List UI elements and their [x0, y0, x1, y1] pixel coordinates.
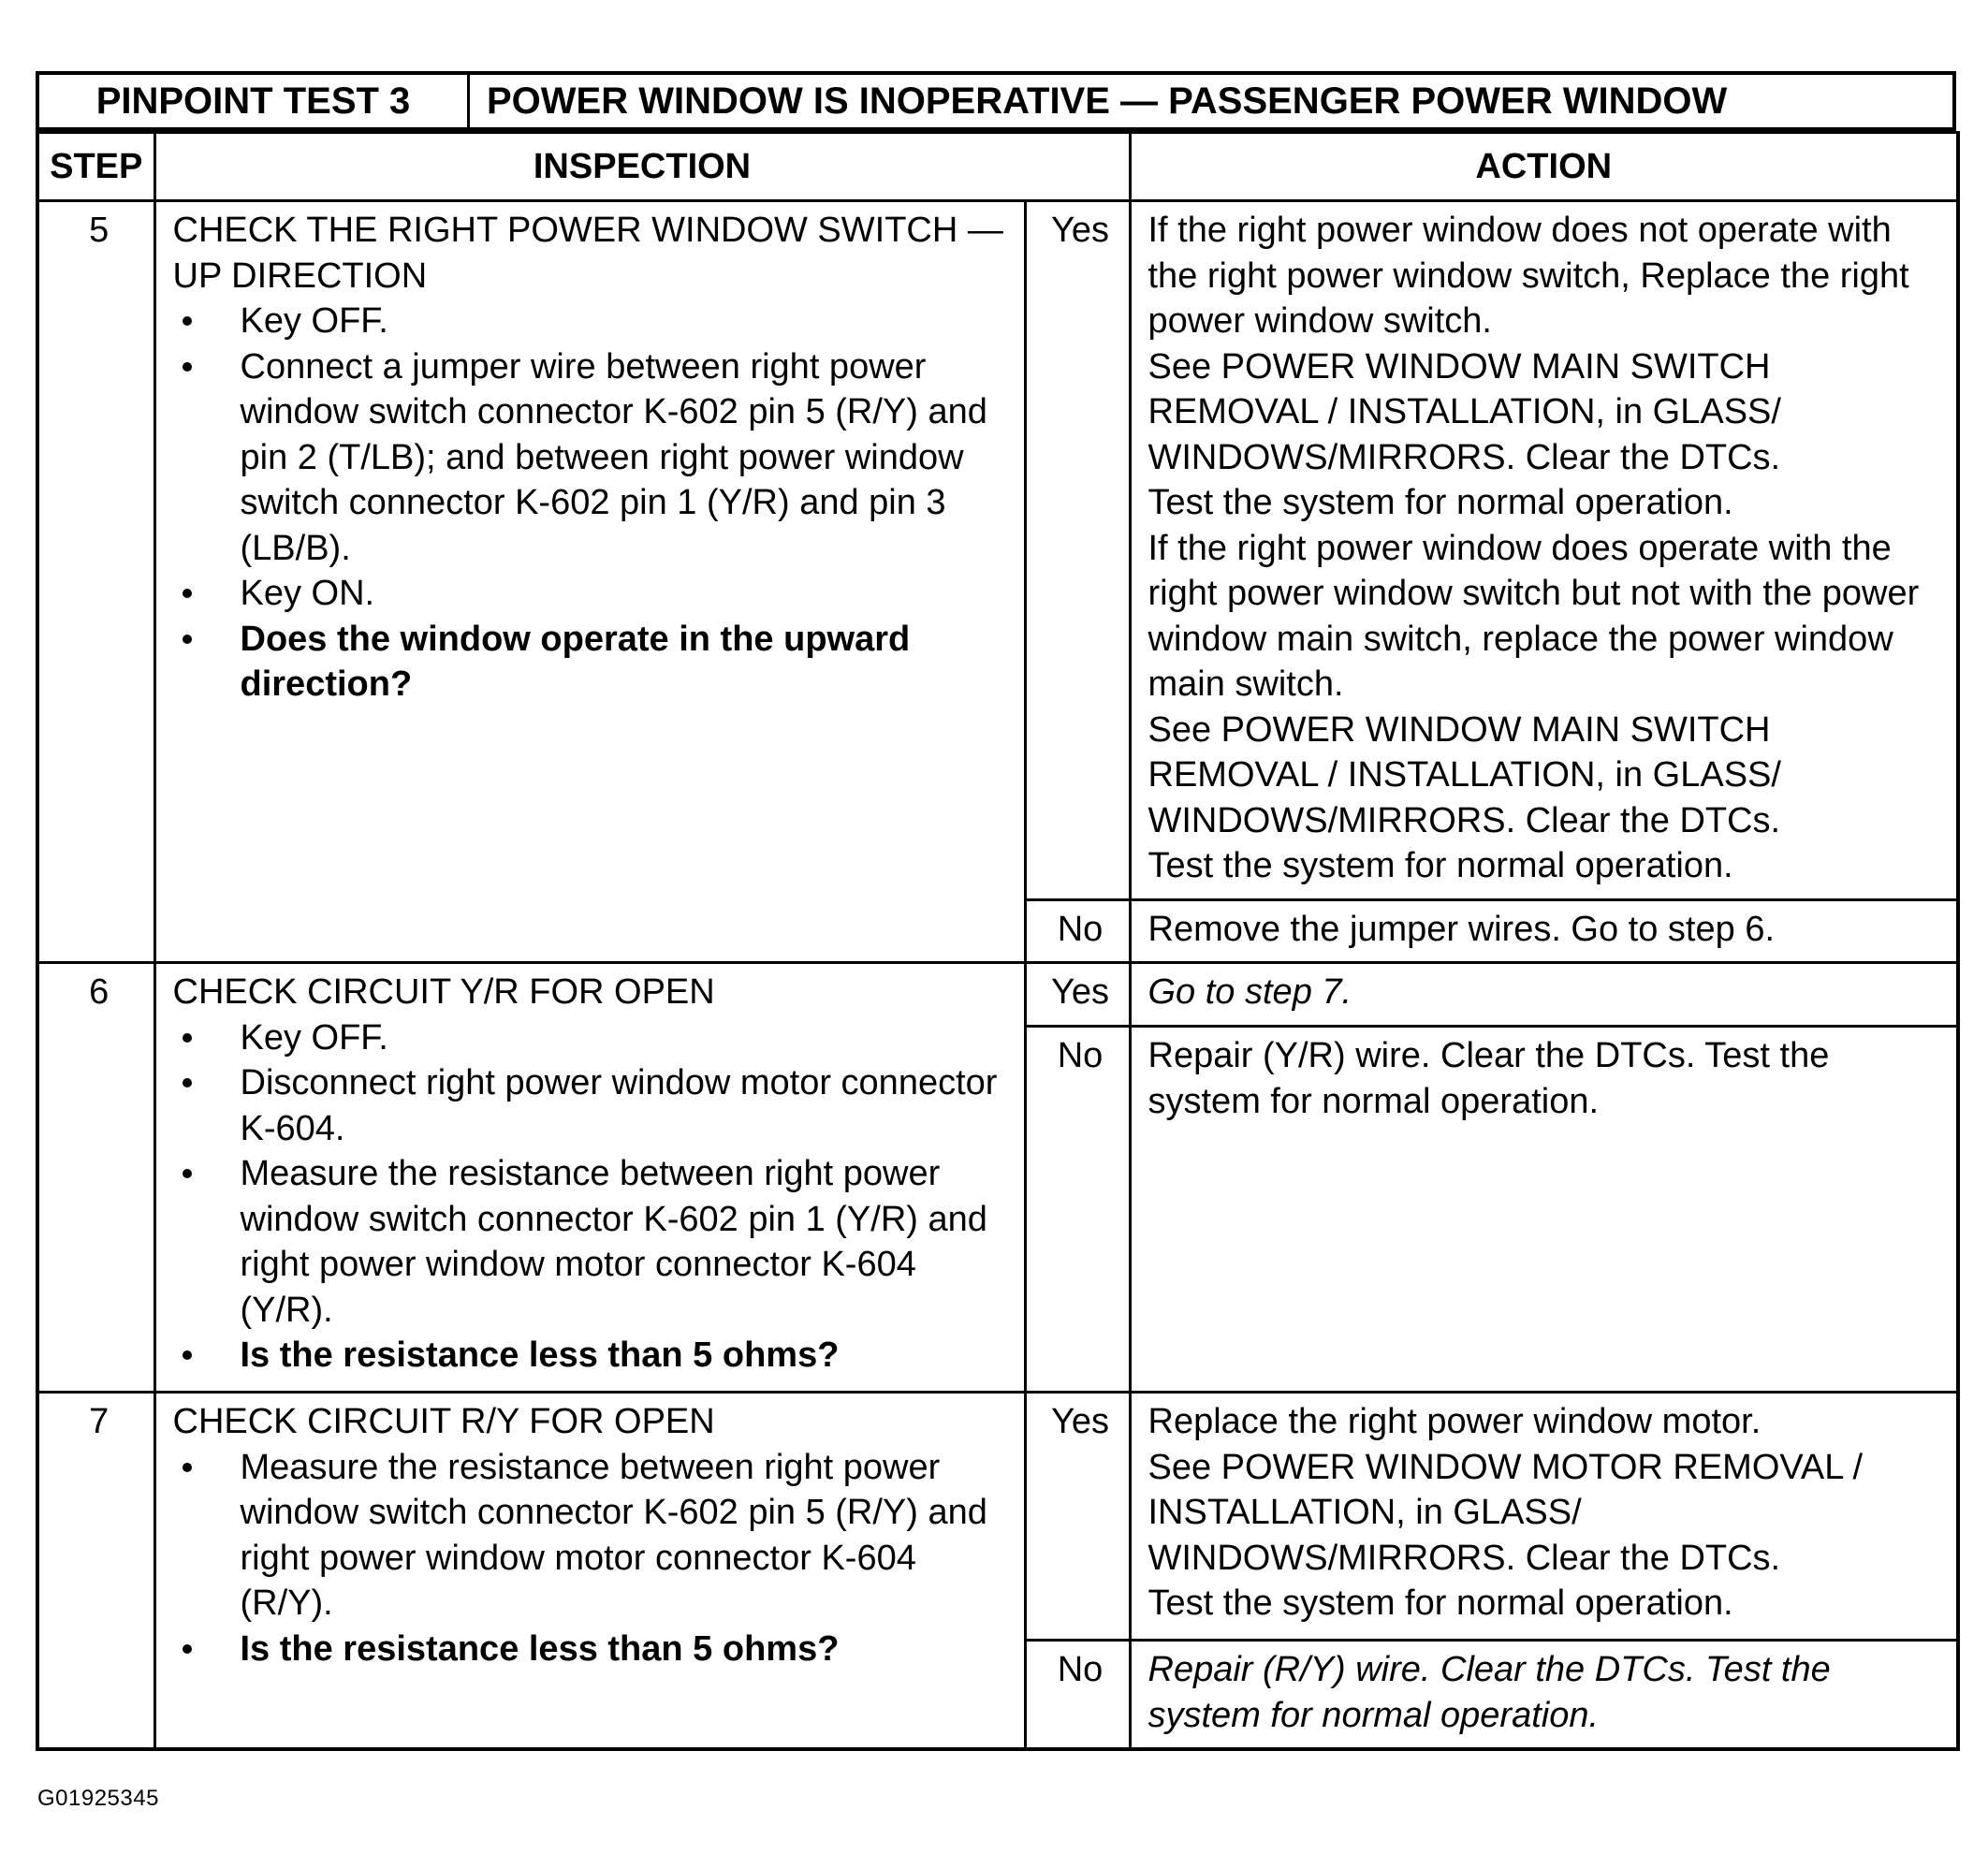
- list-item: Connect a jumper wire between right power window switch connector K-602 pin 5 (R/Y) and pin 2 (T/LB); and between right power window switch connector K-602 pin 1 (Y/R) and pin 3 (LB/B).: [173, 344, 1013, 572]
- yes-label: Yes: [1025, 1393, 1130, 1641]
- action-line: If the right power window does operate with the right power window switch but not with the power window main switch, replace the power window main switch.: [1147, 528, 1920, 704]
- step-question: Is the resistance less than 5 ohms?: [173, 1627, 1013, 1672]
- inspection-cell: [154, 201, 1025, 963]
- no-action-cell: Repair (Y/R) wire. Clear the DTCs. Test the system for normal operation.: [1130, 1027, 1958, 1393]
- no-label: No: [1025, 1027, 1130, 1393]
- step-question: Does the window operate in the upward direction?: [173, 617, 1013, 708]
- action-line: See POWER WINDOW MOTOR REMOVAL / INSTALLATION, in GLASS/ WINDOWS/MIRRORS. Clear the DTCs.: [1147, 1447, 1864, 1578]
- yes-action-cell: [1130, 1393, 1958, 1641]
- action-line: Replace the right power window motor.: [1147, 1402, 1761, 1441]
- action-line: If the right power window does not operate with the right power window switch, Replace the right power window switch.: [1147, 211, 1909, 341]
- yes-label: Yes: [1025, 963, 1130, 1027]
- bullet-list: [173, 1015, 1013, 1379]
- no-action-cell: Repair (R/Y) wire. Clear the DTCs. Test the system for normal operation.: [1130, 1641, 1958, 1750]
- table-row: [37, 963, 1958, 1027]
- yes-action-cell: [1130, 201, 1958, 900]
- table-header: [36, 71, 1956, 131]
- step-number: 5: [37, 201, 154, 963]
- step-title: CHECK THE RIGHT POWER WINDOW SWITCH — UP DIRECTION: [172, 211, 1003, 296]
- no-label: No: [1025, 1641, 1130, 1750]
- list-item: Key ON.: [173, 571, 1013, 617]
- figure-id: G01925345: [37, 1786, 159, 1811]
- list-item: Key OFF.: [173, 1015, 1013, 1061]
- yes-action-cell: Go to step 7.: [1130, 963, 1958, 1027]
- list-item: Key OFF.: [173, 299, 1013, 344]
- step-title: CHECK CIRCUIT R/Y FOR OPEN: [172, 1402, 715, 1441]
- list-item: Disconnect right power window motor connector K-604.: [173, 1060, 1013, 1151]
- action-line: See POWER WINDOW MAIN SWITCH REMOVAL / INSTALLATION, in GLASS/ WINDOWS/MIRRORS. Clear the DTCs.: [1147, 346, 1781, 477]
- column-inspection: INSPECTION: [154, 133, 1130, 201]
- list-item: Measure the resistance between right power window switch connector K-602 pin 5 (R/Y) and right power window motor connector K-604 (R/Y).: [173, 1445, 1013, 1627]
- column-step: STEP: [37, 133, 154, 201]
- table-row: [37, 201, 1958, 900]
- action-line: Test the system for normal operation.: [1147, 846, 1733, 885]
- step-title: CHECK CIRCUIT Y/R FOR OPEN: [172, 972, 715, 1012]
- list-item: Measure the resistance between right power window switch connector K-602 pin 1 (Y/R) and right power window motor connector K-604 (Y/R).: [173, 1151, 1013, 1333]
- action-line: See POWER WINDOW MAIN SWITCH REMOVAL / INSTALLATION, in GLASS/ WINDOWS/MIRRORS. Clear the DTCs.: [1147, 709, 1781, 840]
- action-line: Test the system for normal operation.: [1147, 483, 1733, 522]
- step-number: 6: [37, 963, 154, 1393]
- steps-table: [36, 131, 1960, 1751]
- column-action: ACTION: [1130, 133, 1958, 201]
- test-label: PINPOINT TEST 3: [39, 75, 470, 127]
- inspection-cell: [154, 1393, 1025, 1750]
- step-question: Is the resistance less than 5 ohms?: [173, 1333, 1013, 1379]
- test-title: POWER WINDOW IS INOPERATIVE — PASSENGER POWER WINDOW: [487, 80, 1728, 122]
- bullet-list: [173, 299, 1013, 708]
- no-label: No: [1025, 899, 1130, 963]
- table-row: [37, 1393, 1958, 1641]
- action-line: Test the system for normal operation.: [1147, 1583, 1733, 1623]
- inspection-cell: [154, 963, 1025, 1393]
- step-number: 7: [37, 1393, 154, 1750]
- bullet-list: [173, 1445, 1013, 1672]
- pinpoint-test-table: [36, 71, 1956, 1751]
- yes-label: Yes: [1025, 201, 1130, 900]
- no-action-cell: Remove the jumper wires. Go to step 6.: [1130, 899, 1958, 963]
- column-header-row: [37, 133, 1958, 201]
